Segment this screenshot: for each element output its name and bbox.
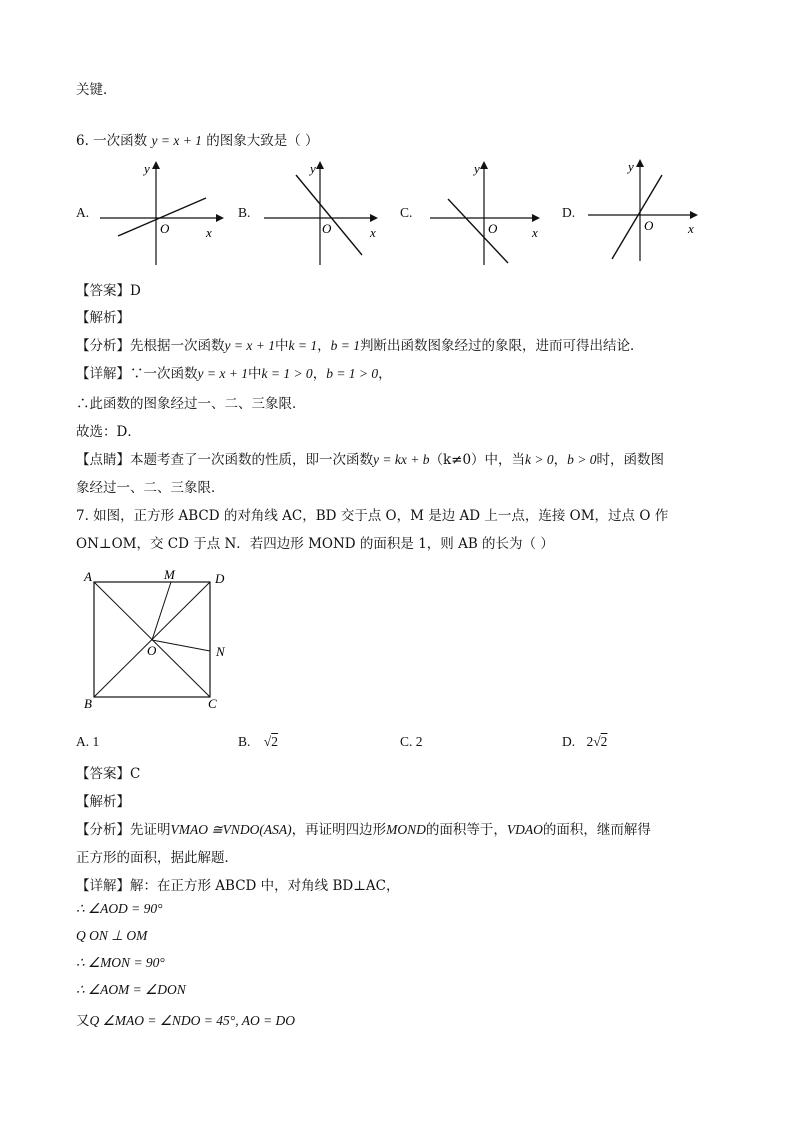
- label-b: B: [84, 696, 92, 711]
- q7-step-3: ∴ ∠MON = 90°: [76, 955, 165, 970]
- prev-text: 关键．: [76, 82, 117, 98]
- question-7-stem-line1: 7. 如图，正方形 ABCD 的对角线 AC，BD 交于点 O，M 是边 AD 上一点，连接 OM，过点 O 作: [76, 508, 669, 524]
- label-n: N: [216, 644, 225, 659]
- q6d-y-label: y: [628, 159, 634, 174]
- q7-option-a: A. 1: [76, 734, 100, 749]
- q6-graph-c: [428, 155, 558, 267]
- q7-step-1: ∴ ∠AOD = 90°: [76, 901, 163, 916]
- q6-detail-eq: y = x + 1: [197, 366, 248, 381]
- q6-analysis-eq: y = x + 1: [224, 338, 275, 353]
- q7-option-c: C. 2: [400, 734, 423, 749]
- q6-comment-text-d: 时，函数图: [596, 452, 665, 468]
- label-m: M: [164, 567, 175, 582]
- q7-analysis-cont: 正方形的面积，据此解题．: [76, 850, 238, 866]
- q7-option-b: [238, 734, 278, 750]
- q6-answer: 【答案】D: [76, 283, 141, 299]
- label-o: O: [147, 643, 157, 658]
- q6-detail-text-b: 中: [247, 366, 262, 382]
- q6-comment-text-b: （k≠0）中，当: [429, 452, 526, 468]
- q6a-x-label: x: [206, 225, 212, 240]
- q6-option-a-label: A.: [76, 205, 90, 220]
- q6-number: 6. 一次函数: [76, 133, 148, 149]
- q6-analysis-text-a: 【分析】先根据一次函数: [76, 338, 225, 354]
- q6-detail-k: k = 1 > 0: [261, 366, 313, 381]
- label-a: A: [84, 569, 92, 584]
- q6-analysis: [76, 334, 643, 354]
- q7-square-figure: [76, 560, 246, 720]
- q7-analysis-text-b: ，再证明四边形: [291, 822, 387, 838]
- q6-detail: [76, 362, 392, 382]
- q7-option-b-radicand: 2: [271, 734, 278, 749]
- q6-comment-eq: y = kx + b: [373, 452, 430, 467]
- q6d-x-label: x: [688, 221, 694, 236]
- q6d-origin: O: [644, 218, 654, 233]
- q6a-y-label: y: [144, 161, 150, 176]
- q7-option-d-coef: 2: [586, 734, 594, 749]
- label-d: D: [215, 571, 225, 586]
- q7-step-5-math: Q ∠MAO = ∠NDO = 45°, AO = DO: [89, 1013, 296, 1028]
- q7-step-5: [76, 1009, 295, 1029]
- q6b-origin: O: [322, 221, 332, 236]
- q7-answer: 【答案】C: [76, 766, 141, 782]
- q7-detail: 【详解】解：在正方形 ABCD 中，对角线 BD⊥AC，: [76, 878, 400, 894]
- question-6-stem: [76, 129, 319, 149]
- q6-option-c-label: C.: [400, 205, 413, 220]
- q7-analysis-text-c: 的面积等于，: [425, 822, 507, 838]
- q6-choice: 故选：D．: [76, 424, 141, 440]
- q6-comment-b: b > 0: [567, 452, 597, 467]
- q7-step-4: ∴ ∠AOM = ∠DON: [76, 982, 186, 997]
- q7-option-b-label: B.: [238, 734, 251, 749]
- q6-detail-b: b = 1 > 0: [326, 366, 379, 381]
- q6-comment-cont: 象经过一、二、三象限．: [76, 480, 225, 496]
- q7-step-5-prefix: 又: [76, 1013, 90, 1029]
- q6c-x-label: x: [532, 225, 538, 240]
- q6-analysis-text-c: ，: [317, 338, 331, 354]
- q6-comment-text-c: ，: [553, 452, 568, 468]
- q6c-y-label: y: [474, 161, 480, 176]
- q7-analysis-eq: VMAO ≅VNDO(ASA): [170, 822, 292, 837]
- q7-option-b-sqrt: √2: [263, 734, 278, 749]
- q6-analysis-b: b = 1: [330, 338, 360, 353]
- q6-option-b-label: B.: [238, 205, 251, 220]
- q7-analysis-text-a: 【分析】先证明: [76, 822, 171, 838]
- q7-option-d-sqrt: √2: [593, 734, 608, 749]
- q6-comment: [76, 448, 664, 468]
- q6-graph-b: [262, 155, 392, 267]
- q6a-origin: O: [160, 221, 170, 236]
- q6-jiexi-label: 【解析】: [76, 310, 130, 326]
- q6-comment-text-a: 【点睛】本题考查了一次函数的性质，即一次函数: [76, 452, 373, 468]
- question-7-stem-line2: ON⊥OM，交 CD 于点 N．若四边形 MOND 的面积是 1，则 AB 的长为（ ）: [76, 536, 554, 552]
- q6b-x-label: x: [370, 225, 376, 240]
- q7-option-d: [562, 734, 607, 750]
- q6-detail-text-d: ，: [378, 366, 392, 382]
- q6-tail: 的图象大致是（ ）: [206, 133, 319, 149]
- q7-step-2: Q ON ⊥ OM: [76, 928, 148, 943]
- q6-detail-text-a: 【详解】∵一次函数: [76, 366, 198, 382]
- q6-conclusion: ∴此函数的图象经过一、二、三象限．: [76, 396, 306, 412]
- q6c-origin: O: [488, 221, 498, 236]
- q6-option-d-label: D.: [562, 205, 576, 220]
- q6-equation: y = x + 1: [151, 133, 202, 148]
- q6-detail-text-c: ，: [312, 366, 327, 382]
- q6-graph-a: [98, 155, 228, 267]
- q6-analysis-text-b: 中: [274, 338, 289, 354]
- q7-analysis-text-d: 的面积，继而解得: [542, 822, 651, 838]
- q7-jiexi-label: 【解析】: [76, 794, 130, 810]
- q7-analysis-quad: MOND: [386, 822, 426, 837]
- q7-analysis-tri: VDAO: [506, 822, 543, 837]
- q6b-y-label: y: [310, 161, 316, 176]
- label-c: C: [208, 696, 217, 711]
- q6-comment-k: k > 0: [525, 452, 554, 467]
- q7-option-d-radicand: 2: [600, 734, 608, 749]
- q7-option-d-label: D.: [562, 734, 576, 749]
- q6-analysis-k: k = 1: [288, 338, 318, 353]
- q7-analysis: [76, 818, 651, 838]
- q6-analysis-text-d: 判断出函数图象经过的象限，进而可得出结论．: [359, 338, 644, 354]
- q6-graph-d: [586, 155, 716, 267]
